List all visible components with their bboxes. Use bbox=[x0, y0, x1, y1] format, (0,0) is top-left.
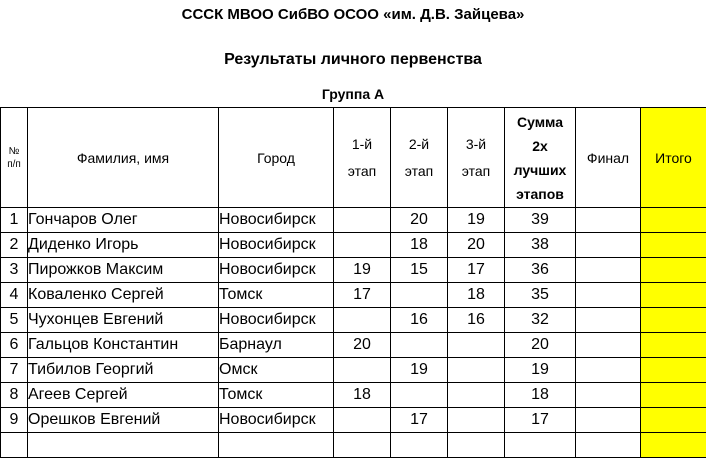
cell-stage-3: 17 bbox=[448, 258, 505, 283]
cell-name: Тибилов Георгий bbox=[28, 358, 219, 383]
cell-num: 3 bbox=[1, 258, 28, 283]
cell-total bbox=[641, 208, 706, 233]
cell-num: 1 bbox=[1, 208, 28, 233]
col-header-sum-line4: этапов bbox=[516, 185, 564, 202]
col-header-sum-line1: Сумма bbox=[516, 113, 564, 130]
cell-sum bbox=[505, 433, 576, 458]
cell-stage-1 bbox=[334, 358, 391, 383]
cell-sum: 20 bbox=[505, 333, 576, 358]
header-row bbox=[1, 108, 706, 208]
cell-city: Барнаул bbox=[219, 333, 334, 358]
cell-name: Гальцов Константин bbox=[28, 333, 219, 358]
cell-stage-2: 18 bbox=[391, 233, 448, 258]
col-header-total: Итого bbox=[641, 108, 706, 208]
cell-stage-3 bbox=[448, 383, 505, 408]
cell-num: 4 bbox=[1, 283, 28, 308]
cell-city: Томск bbox=[219, 383, 334, 408]
cell-stage-3 bbox=[448, 408, 505, 433]
cell-sum: 35 bbox=[505, 283, 576, 308]
cell-num: 8 bbox=[1, 383, 28, 408]
cell-num: 7 bbox=[1, 358, 28, 383]
col-header-stage-2 bbox=[391, 108, 448, 208]
cell-stage-2 bbox=[391, 433, 448, 458]
cell-stage-3 bbox=[448, 433, 505, 458]
cell-sum: 17 bbox=[505, 408, 576, 433]
cell-stage-1: 19 bbox=[334, 258, 391, 283]
cell-city: Новосибирск bbox=[219, 408, 334, 433]
table-row bbox=[1, 208, 706, 233]
cell-total bbox=[641, 408, 706, 433]
cell-sum: 32 bbox=[505, 308, 576, 333]
cell-name: Чухонцев Евгений bbox=[28, 308, 219, 333]
col-header-stage-3-line1: 3-й bbox=[465, 135, 487, 152]
cell-stage-2: 17 bbox=[391, 408, 448, 433]
cell-stage-2 bbox=[391, 333, 448, 358]
cell-sum: 18 bbox=[505, 383, 576, 408]
col-header-num bbox=[1, 108, 28, 208]
cell-stage-2 bbox=[391, 283, 448, 308]
col-header-stage-1-line2: этап bbox=[347, 162, 377, 179]
table-row bbox=[1, 433, 706, 458]
cell-city: Омск bbox=[219, 358, 334, 383]
cell-stage-2: 19 bbox=[391, 358, 448, 383]
table-row bbox=[1, 258, 706, 283]
cell-num: 6 bbox=[1, 333, 28, 358]
col-header-name: Фамилия, имя bbox=[28, 108, 219, 208]
col-header-stage-1 bbox=[334, 108, 391, 208]
cell-stage-3 bbox=[448, 358, 505, 383]
cell-num: 5 bbox=[1, 308, 28, 333]
cell-city bbox=[219, 433, 334, 458]
col-header-sum bbox=[505, 108, 576, 208]
cell-stage-3 bbox=[448, 333, 505, 358]
cell-stage-2: 15 bbox=[391, 258, 448, 283]
cell-final bbox=[576, 333, 641, 358]
cell-sum: 39 bbox=[505, 208, 576, 233]
cell-city: Новосибирск bbox=[219, 258, 334, 283]
cell-total bbox=[641, 308, 706, 333]
cell-stage-1 bbox=[334, 433, 391, 458]
cell-city: Новосибирск bbox=[219, 208, 334, 233]
col-header-stage-3-line2: этап bbox=[461, 162, 491, 179]
cell-total bbox=[641, 383, 706, 408]
col-header-num-line2: п/п bbox=[7, 158, 21, 170]
col-header-city: Город bbox=[219, 108, 334, 208]
cell-city: Новосибирск bbox=[219, 233, 334, 258]
cell-stage-2: 20 bbox=[391, 208, 448, 233]
cell-final bbox=[576, 433, 641, 458]
cell-final bbox=[576, 283, 641, 308]
cell-stage-1 bbox=[334, 308, 391, 333]
table-row bbox=[1, 308, 706, 333]
cell-name: Агеев Сергей bbox=[28, 383, 219, 408]
col-header-stage-2-line2: этап bbox=[404, 162, 434, 179]
cell-stage-3: 16 bbox=[448, 308, 505, 333]
cell-final bbox=[576, 258, 641, 283]
cell-stage-3: 20 bbox=[448, 233, 505, 258]
cell-city: Новосибирск bbox=[219, 308, 334, 333]
cell-stage-2 bbox=[391, 383, 448, 408]
cell-name: Гончаров Олег bbox=[28, 208, 219, 233]
cell-stage-2: 16 bbox=[391, 308, 448, 333]
cell-final bbox=[576, 408, 641, 433]
cell-sum: 19 bbox=[505, 358, 576, 383]
table-row bbox=[1, 358, 706, 383]
cell-total bbox=[641, 333, 706, 358]
col-header-sum-line2: 2х bbox=[532, 137, 548, 154]
table-row bbox=[1, 283, 706, 308]
cell-num: 9 bbox=[1, 408, 28, 433]
table-row bbox=[1, 333, 706, 358]
cell-sum: 36 bbox=[505, 258, 576, 283]
cell-stage-3: 19 bbox=[448, 208, 505, 233]
cell-name: Диденко Игорь bbox=[28, 233, 219, 258]
col-header-stage-1-line1: 1-й bbox=[351, 135, 373, 152]
cell-stage-1: 20 bbox=[334, 333, 391, 358]
cell-total bbox=[641, 283, 706, 308]
cell-name: Коваленко Сергей bbox=[28, 283, 219, 308]
cell-name: Пирожков Максим bbox=[28, 258, 219, 283]
table-row bbox=[1, 233, 706, 258]
cell-stage-3: 18 bbox=[448, 283, 505, 308]
cell-num bbox=[1, 433, 28, 458]
col-header-final: Финал bbox=[576, 108, 641, 208]
col-header-stage-3 bbox=[448, 108, 505, 208]
cell-stage-1 bbox=[334, 233, 391, 258]
cell-num: 2 bbox=[1, 233, 28, 258]
cell-final bbox=[576, 308, 641, 333]
organization-title: СССК МВОО СибВО ОСОО «им. Д.В. Зайцева» bbox=[181, 6, 525, 23]
cell-city: Томск bbox=[219, 283, 334, 308]
cell-name bbox=[28, 433, 219, 458]
cell-stage-1 bbox=[334, 408, 391, 433]
cell-final bbox=[576, 233, 641, 258]
results-table bbox=[0, 107, 706, 458]
cell-stage-1: 18 bbox=[334, 383, 391, 408]
cell-stage-1: 17 bbox=[334, 283, 391, 308]
cell-final bbox=[576, 358, 641, 383]
col-header-stage-2-line1: 2-й bbox=[408, 135, 430, 152]
cell-total bbox=[641, 233, 706, 258]
group-label: Группа А bbox=[321, 86, 385, 102]
cell-stage-1 bbox=[334, 208, 391, 233]
col-header-sum-line3: лучших bbox=[513, 161, 567, 178]
table-row bbox=[1, 383, 706, 408]
page-heading: Результаты личного первенства bbox=[224, 51, 482, 68]
cell-total bbox=[641, 358, 706, 383]
col-header-num-line1: № bbox=[8, 145, 20, 157]
cell-total bbox=[641, 433, 706, 458]
cell-final bbox=[576, 208, 641, 233]
cell-sum: 38 bbox=[505, 233, 576, 258]
cell-total bbox=[641, 258, 706, 283]
cell-name: Орешков Евгений bbox=[28, 408, 219, 433]
cell-final bbox=[576, 383, 641, 408]
table-row bbox=[1, 408, 706, 433]
